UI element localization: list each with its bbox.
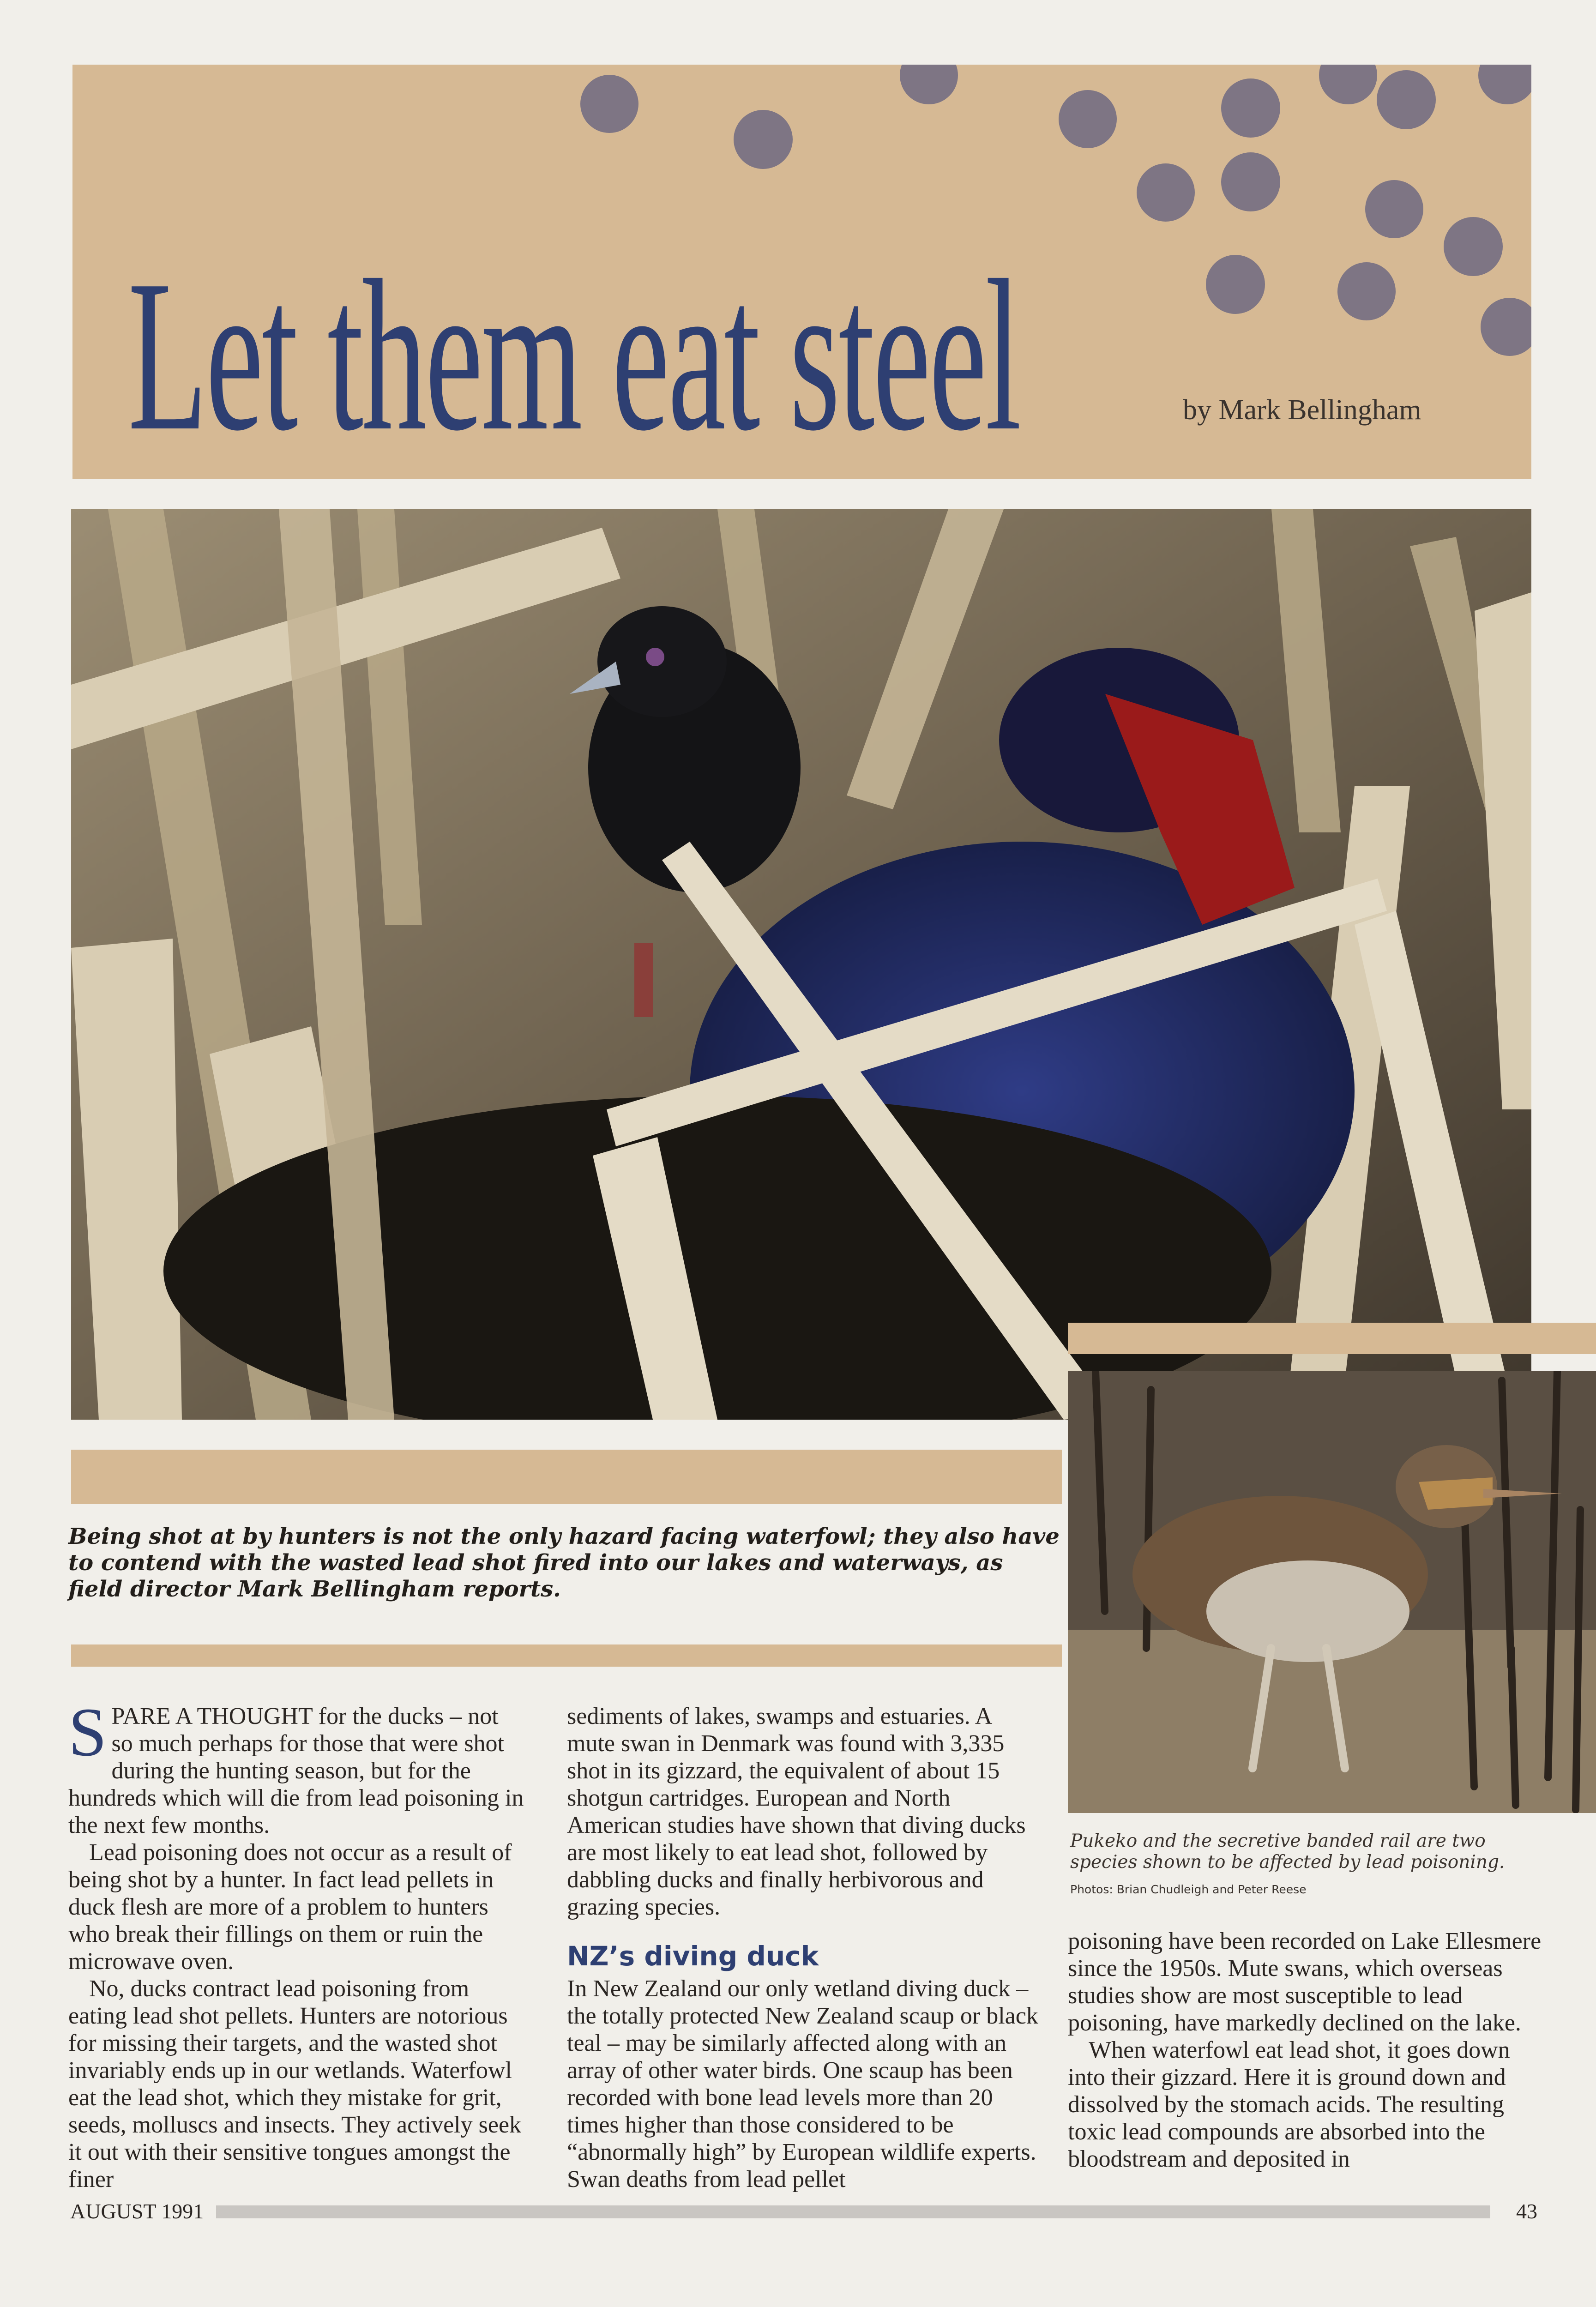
photo-caption: Pukeko and the secretive banded rail are two species shown to be affected by lead poisoning. <box>1070 1831 1505 1873</box>
article-column-3 <box>1068 1928 1548 2218</box>
decorative-dot <box>1221 78 1280 138</box>
page-title: Let them eat steel <box>128 235 1020 476</box>
footer-rule <box>216 2205 1490 2218</box>
paragraph <box>68 1694 525 1839</box>
section-band <box>71 1644 1062 1667</box>
page-number: 43 <box>1516 2199 1537 2223</box>
decorative-dot <box>1059 90 1117 148</box>
paragraph-text: PARE A THOUGHT for the ducks – not so much perhaps for those that were shot during the hunting season, but for the hundreds which will die from lead poisoning in the next few months. <box>68 1703 524 1838</box>
secondary-photo <box>1068 1371 1596 1813</box>
standfirst: Being shot at by hunters is not the only hazard facing waterfowl; they also have to contend with the wasted lead shot fired into our lakes and waterways, as field director Mark Bellingham reports. <box>68 1524 1060 1602</box>
decorative-dot <box>1319 65 1377 104</box>
footer-issue-date: AUGUST 1991 <box>70 2199 204 2223</box>
header-band <box>72 65 1531 479</box>
subheading: NZ’s diving duck <box>567 1940 819 1972</box>
decorative-dot <box>1337 262 1396 320</box>
decorative-dot <box>1444 217 1503 276</box>
decorative-dot <box>734 110 793 169</box>
decorative-dot <box>1206 255 1265 314</box>
decorative-dot <box>1365 180 1423 238</box>
decorative-dot <box>580 75 638 133</box>
paragraph: In New Zealand our only wetland diving duck – the totally protected New Zealand scaup or black teal – may be similarly affected along with an array of other water birds. One scaup has been recorded with bone lead levels more than 20 times higher than those considered to be “abnormally high” by European wildlife experts. Swan deaths from lead pellet <box>567 1976 1038 2193</box>
article-column-1 <box>68 1694 525 2193</box>
decorative-dot <box>1137 163 1195 222</box>
decorative-dot <box>1478 65 1531 104</box>
decorative-dot <box>1481 298 1531 356</box>
paragraph: When waterfowl eat lead shot, it goes down into their gizzard. Here it is ground down and dissolved by the stomach acids. The resulting toxic lead compounds are absorbed into the bloodstream and deposited in <box>1068 2037 1510 2172</box>
photo-credit: Photos: Brian Chudleigh and Peter Reese <box>1070 1883 1307 1896</box>
decorative-dot <box>1377 70 1436 129</box>
byline: by Mark Bellingham <box>1183 394 1421 426</box>
photo-band <box>1068 1323 1596 1354</box>
paragraph: sediments of lakes, swamps and estuaries. A mute swan in Denmark was found with 3,335 shot in its gizzard, the equivalent of about 15 shotgun cartridges. European and North American studies have shown that diving ducks are most likely to eat lead shot, followed by dabbling ducks and finally herbivorous and grazing species. <box>567 1703 1026 1920</box>
drop-cap: S <box>68 1694 107 1771</box>
decorative-dot <box>900 65 958 104</box>
paragraph: Lead poisoning does not occur as a result of being shot by a hunter. In fact lead pellets in duck flesh are more of a problem to hunters who break their fillings on them or ruin the microwave oven. <box>68 1839 512 1975</box>
article-column-2 <box>567 1703 1042 2193</box>
main-photo <box>71 509 1531 1420</box>
paragraph: poisoning have been recorded on Lake Ellesmere since the 1950s. Mute swans, which overseas studies show are most susceptible to lead poisoning, have markedly declined on the lake. <box>1068 1928 1542 2036</box>
section-band <box>71 1450 1062 1504</box>
decorative-dot <box>1221 152 1280 211</box>
paragraph: No, ducks contract lead poisoning from eating lead shot pellets. Hunters are notorious for missing their targets, and the wasted shot invariably ends up in our wetlands. Waterfowl eat the lead shot, which they mistake for grit, seeds, molluscs and insects. They actively seek it out with their sensitive tongues amongst the finer <box>68 1976 522 2193</box>
